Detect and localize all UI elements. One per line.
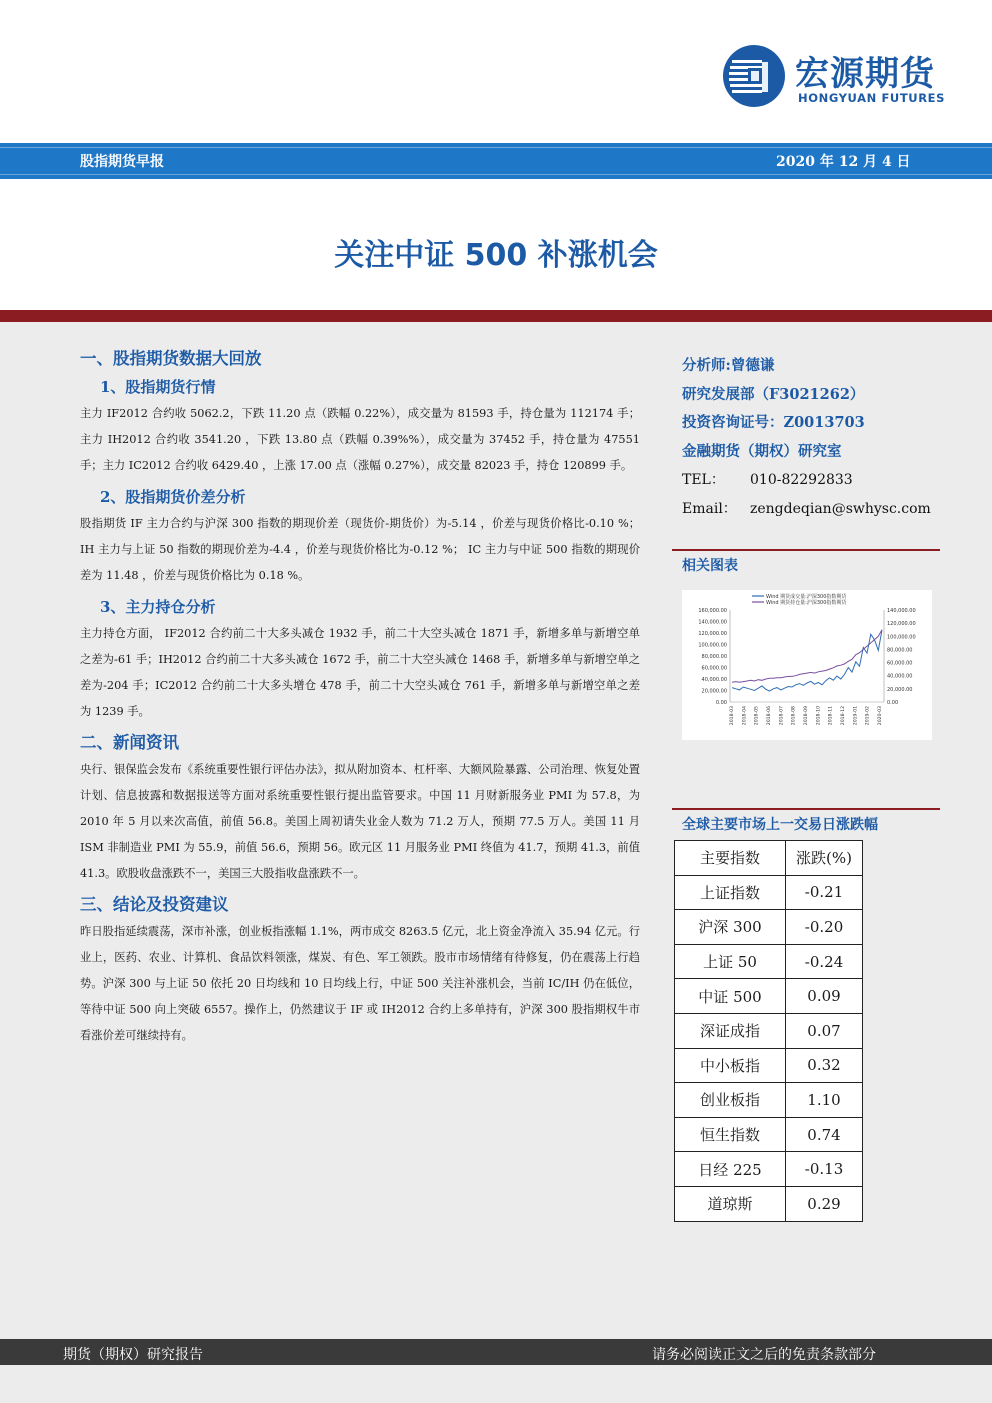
subsection-heading: 1、股指期货行情 [100,378,216,396]
y-left-tick-label: 80,000.00 [701,654,727,660]
y-right-tick-label: 100,000.00 [887,634,916,641]
analyst-office: 金融期货（期权）研究室 [682,442,842,460]
y-right-tick-label: 40,000.00 [887,673,913,680]
x-tick-label: 2018-03 [730,706,735,726]
table-row [675,910,863,945]
x-tick-label: 2018-05 [754,706,760,726]
x-tick-label: 2018-04 [742,706,748,726]
y-left-tick-label: 60,000.00 [701,665,727,672]
market-table [674,840,863,1222]
chart-container [682,590,932,740]
chart-section-header [672,549,940,575]
analyst-info [682,352,942,523]
paragraph: 主力持仓方面， IF2012 合约前二十大多头减仓 1932 手，前二十大空头减仓 1871 手，新增多单与新增空单之差为-61 手；IH2012 合约前二十大多头减仓 1672 手，前二十大空头减仓 1468 手，新增多单与新增空单之差为-204 手；IC2012 合约前二十大多头增仓 478 手，前二十大空头减仓 761 手，新增多单与新增空单之差为 1239 手。 [80,627,640,718]
analyst-certificate: 投资咨询证号：Z0013703 [682,414,865,431]
x-tick-label: 2018-09 [804,706,809,726]
main-content [80,345,640,1049]
section-heading: 二、新闻资讯 [80,733,179,752]
analyst-email [682,495,942,524]
logo-name-cn: 宏源期货 [795,54,935,94]
header-cell: 主要指数 [675,841,786,876]
table-header-row [675,841,863,876]
paragraph: 股指期货 IF 主力合约与沪深 300 指数的期现价差（现货价-期货价）为-5.14 ，价差与现货价格比-0.10 %；IH 主力与上证 50 指数的期现价差为-4.4 ，价差与现货价格比为-0.12 %； IC 主力与中证 500 指数的期现价差为 11.48 ，价差与现货价格比为 0.18 %。 [80,517,640,582]
index-name-cell: 道琼斯 [675,1186,786,1221]
analyst-name: 分析师:曾德谦 [682,357,775,374]
x-tick-label: 2018-10 [816,706,822,726]
section-heading: 一、股指期货数据大回放 [80,349,262,368]
index-name-cell: 中证 500 [675,979,786,1014]
index-name-cell: 恒生指数 [675,1117,786,1152]
x-tick-label: 2018-12 [841,706,846,726]
table-row [675,1083,863,1118]
y-right-tick-label: 60,000.00 [887,660,913,667]
email-value[interactable]: zengdeqian@swhysc.com [750,500,931,517]
index-name-cell: 中小板指 [675,1048,786,1083]
table-row [675,1048,863,1083]
y-right-tick-label: 0.00 [887,700,899,706]
y-right-tick-label: 140,000.00 [887,608,916,614]
change-value-cell: -0.24 [786,944,863,979]
y-left-tick-label: 0.00 [715,700,727,706]
market-section-header [672,808,940,834]
y-left-tick-label: 40,000.00 [701,677,727,683]
logo-mark-icon [722,44,786,108]
change-value-cell: 0.07 [786,1013,863,1048]
x-tick-label: 2019-01 [853,706,859,726]
change-value-cell: -0.20 [786,910,863,945]
table-row [675,979,863,1014]
index-name-cell: 沪深 300 [675,910,786,945]
y-left-tick-label: 140,000.00 [698,619,727,626]
tel-value: 010-82292833 [750,472,853,488]
legend-label: Wind 期货成交量:沪深300指数期货 [766,594,847,600]
change-value-cell: -0.13 [786,1152,863,1187]
report-title: 关注中证 500 补涨机会 [334,238,658,273]
header-stripe [0,174,992,175]
analyst-department: 研究发展部（F3021262） [682,385,865,403]
volume-openinterest-chart [682,590,932,740]
analyst-tel [682,466,942,495]
table-row [675,1152,863,1187]
x-tick-label: 2018-11 [828,706,834,726]
index-name-cell: 创业板指 [675,1083,786,1118]
index-name-cell: 深证成指 [675,1013,786,1048]
legend-label: Wind 期货持仓量:沪深300指数期货 [766,600,847,606]
y-left-tick-label: 20,000.00 [701,688,727,695]
title-divider [0,310,992,322]
y-right-tick-label: 120,000.00 [887,621,916,628]
logo-name-en: HONGYUAN FUTURES [798,91,946,105]
index-name-cell: 日经 225 [675,1152,786,1187]
y-right-tick-label: 20,000.00 [887,686,913,693]
x-tick-label: 2018-06 [767,706,772,726]
paragraph: 昨日股指延续震荡，深市补涨，创业板指涨幅 1.1%，两市成交 8263.5 亿元，北上资金净流入 35.94 亿元。行业上，医药、农业、计算机、食品饮料领涨，煤炭、有色、军工领跌。股市市场情绪有待修复，仍在震荡上行趋势。沪深 300 与上证 50 依托 20 日均线和 10 日均线上行，中证 500 关注补涨机会，当前 IC/IH 仍在低位，等待中证 500 向上突破 6557。操作上，仍然建议于 IF 或 IH2012 合约上多单持有，沪深 300 股指期权牛市看涨价差可继续持有。 [80,925,640,1042]
y-left-tick-label: 160,000.00 [698,608,727,614]
header-stripe [0,147,992,148]
change-value-cell: 1.10 [786,1083,863,1118]
index-name-cell: 上证 50 [675,944,786,979]
paragraph: 央行、银保监会发布《系统重要性银行评估办法》，拟从附加资本、杠杆率、大额风险暴露、公司治理、恢复处置计划、信息披露和数据报送等方面对系统重要性银行提出监管要求。中国 11 月财新服务业 PMI 为 57.8，为 2010 年 5 月以来次高值，前值 56.8。美国上周初请失业金人数为 71.2 万人，预期 77.5 万人。美国 11 月 ISM 非制造业 PMI 为 55.9，前值 56.6，预期 56。欧元区 11 月服务业 PMI 终值为 41.7，预期 41.3，前值 41.3。欧股收盘涨跌不一，美国三大股指收盘涨跌不一。 [80,763,640,880]
report-date: 2020 年 12 月 4 日 [776,154,911,170]
section-heading: 三、结论及投资建议 [80,895,229,914]
footer-disclaimer: 请务必阅读正文之后的免责条款部分 [652,1347,876,1363]
index-name-cell: 上证指数 [675,875,786,910]
series-line-volume [732,630,882,691]
series-line-open-interest [732,630,882,683]
change-value-cell: 0.29 [786,1186,863,1221]
subsection-heading: 2、股指期货价差分析 [100,488,246,506]
tel-label: TEL： [682,472,725,488]
company-logo [722,44,962,108]
chart-section-title: 相关图表 [682,558,738,574]
report-type: 股指期货早报 [80,154,164,170]
x-tick-label: 2020-03 [878,706,883,726]
market-section-title: 全球主要市场上一交易日涨跌幅 [682,817,878,833]
email-label: Email： [682,500,737,517]
y-right-tick-label: 80,000.00 [887,647,913,654]
table-row [675,1117,863,1152]
header-cell: 涨跌(%) [786,841,863,876]
table-row [675,875,863,910]
change-value-cell: 0.74 [786,1117,863,1152]
table-row [675,1013,863,1048]
table-row [675,944,863,979]
x-tick-label: 2019-02 [865,706,871,726]
y-left-tick-label: 100,000.00 [698,642,727,649]
x-tick-label: 2018-07 [779,706,785,726]
change-value-cell: 0.09 [786,979,863,1014]
footer-left: 期货（期权）研究报告 [63,1347,203,1363]
y-left-tick-label: 120,000.00 [698,631,727,637]
subsection-heading: 3、主力持仓分析 [100,598,216,616]
paragraph: 主力 IF2012 合约收 5062.2，下跌 11.20 点（跌幅 0.22%），成交量为 81593 手，持仓量为 112174 手；主力 IH2012 合约收 3541.20 ，下跌 13.80 点（跌幅 0.39%%），成交量为 37452 手，持仓量为 47551 手；主力 IC2012 合约收 6429.40 ，上涨 17.00 点（涨幅 0.27%），成交量 82023 手，持仓 120899 手。 [80,407,640,472]
change-value-cell: -0.21 [786,875,863,910]
table-row [675,1186,863,1221]
x-tick-label: 2018-08 [791,706,797,726]
change-value-cell: 0.32 [786,1048,863,1083]
